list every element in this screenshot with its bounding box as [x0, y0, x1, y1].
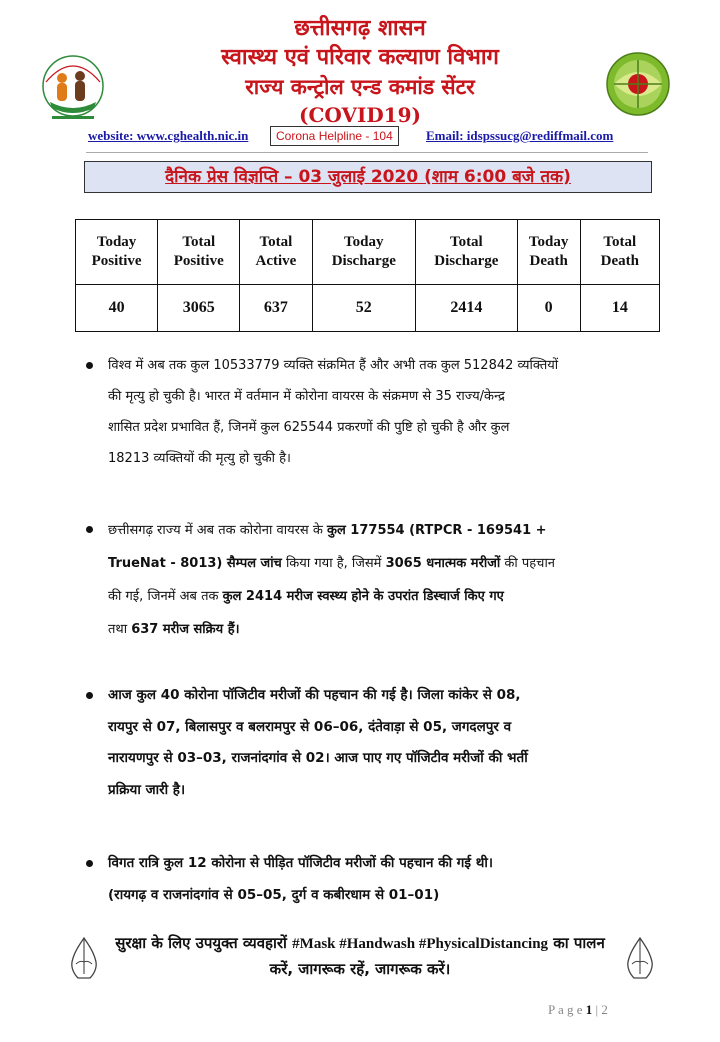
text-line: (रायगढ़ व राजनांदगांव से 05–05, दुर्ग व कबीरधाम से 01–01) — [108, 886, 440, 903]
govt-title: छत्तीसगढ़ शासन — [294, 15, 426, 41]
value-today-discharge: 52 — [312, 285, 415, 332]
text-line: छत्तीसगढ़ राज्य में अब तक कोरोना वायरस के कुल 177554 (RTPCR - 169541 + — [108, 523, 547, 538]
text-line: प्रक्रिया जारी है। — [108, 781, 186, 798]
header-total-death: Total Death — [580, 220, 659, 285]
folded-hands-icon — [66, 934, 102, 980]
covid-stats-table — [75, 219, 660, 332]
header-today-positive: Today Positive — [76, 220, 158, 285]
table-values-row — [76, 285, 660, 332]
email-link[interactable]: Email: idspssucg@rediffmail.com — [426, 128, 614, 143]
bullet-text — [108, 350, 656, 474]
header-today-discharge: Today Discharge — [312, 220, 415, 285]
department-title: स्वास्थ्य एवं परिवार कल्याण विभाग — [221, 44, 499, 70]
text-line: सुरक्षा के लिए उपयुक्त व्यवहारों #Mask #Handwash #PhysicalDistancing का पालन — [115, 934, 605, 952]
header-total-positive: Total Positive — [158, 220, 240, 285]
center-title: राज्य कन्ट्रोल एन्ड कमांड सेंटर — [245, 74, 475, 99]
text-line: विगत रात्रि कुल 12 कोरोना से पीड़ित पॉजिटीव मरीजों की पहचान की गई थी। — [108, 855, 493, 871]
press-release-title: दैनिक प्रेस विज्ञप्ति – 03 जुलाई 2020 (शाम 6:00 बजे तक) — [84, 161, 652, 193]
text-line: की मृत्यु हो चुकी है। भारत में वर्तमान में कोरोना वायरस के संक्रमण से 35 राज्य/केन्द्र — [108, 389, 505, 404]
value-today-positive: 40 — [76, 285, 158, 332]
bullet-text — [108, 514, 656, 646]
folded-hands-icon — [622, 934, 658, 980]
text-line: नारायणपुर से 03–03, राजनांदगांव से 02। आज पाए गए पॉजिटीव मरीजों की भर्ती — [108, 750, 528, 766]
text-line: 18213 व्यक्तियों की मृत्यु हो चुकी है। — [108, 451, 291, 466]
bullet-dot — [86, 692, 93, 699]
value-total-active: 637 — [240, 285, 312, 332]
bullet-dot — [86, 860, 93, 867]
header-today-death: Today Death — [517, 220, 580, 285]
website-link[interactable]: website: www.cghealth.nic.in — [88, 128, 249, 143]
text-line: TrueNat - 8013) सैम्पल जांच किया गया है, जिसमें 3065 धनात्मक मरीजों की पहचान — [108, 556, 556, 571]
bullet-text — [108, 680, 656, 806]
text-line: की गई, जिनमें अब तक कुल 2414 मरीज स्वस्थ्य होने के उपरांत डिस्चार्ज किए गए — [108, 589, 504, 604]
contact-bar — [88, 126, 648, 146]
page-number: P a g e 1 | 2 — [548, 1002, 608, 1017]
bullet-dot — [86, 526, 93, 533]
text-line: आज कुल 40 कोरोना पॉजिटीव मरीजों की पहचान की गई है। जिला कांकेर से 08, — [108, 687, 521, 703]
bullet-dot — [86, 362, 93, 369]
text-line: तथा 637 मरीज सक्रिय हैं। — [108, 622, 240, 637]
helpline-badge: Corona Helpline - 104 — [270, 126, 399, 146]
text-line: शासित प्रदेश प्रभावित हैं, जिनमें कुल 625544 प्रकरणों की पुष्टि हो चुकी है और कुल — [108, 420, 510, 435]
value-total-death: 14 — [580, 285, 659, 332]
safety-message — [100, 931, 620, 982]
text-line: रायपुर से 07, बिलासपुर व बलरामपुर से 06–06, दंतेवाड़ा से 05, जगदलपुर व — [108, 718, 512, 735]
value-today-death: 0 — [517, 285, 580, 332]
covid-title: (COVID19) — [299, 103, 421, 127]
header-total-discharge: Total Discharge — [416, 220, 518, 285]
header-divider — [86, 152, 648, 153]
letterhead — [0, 14, 720, 130]
text-line: विश्व में अब तक कुल 10533779 व्यक्ति संक्रमित हैं और अभी तक कुल 512842 व्यक्तियों — [108, 358, 559, 373]
bullet-text — [108, 848, 656, 911]
header-total-active: Total Active — [240, 220, 312, 285]
text-line: करें, जागरूक रहें, जागरूक करें। — [269, 960, 451, 978]
table-header-row — [76, 220, 660, 285]
value-total-discharge: 2414 — [416, 285, 518, 332]
value-total-positive: 3065 — [158, 285, 240, 332]
